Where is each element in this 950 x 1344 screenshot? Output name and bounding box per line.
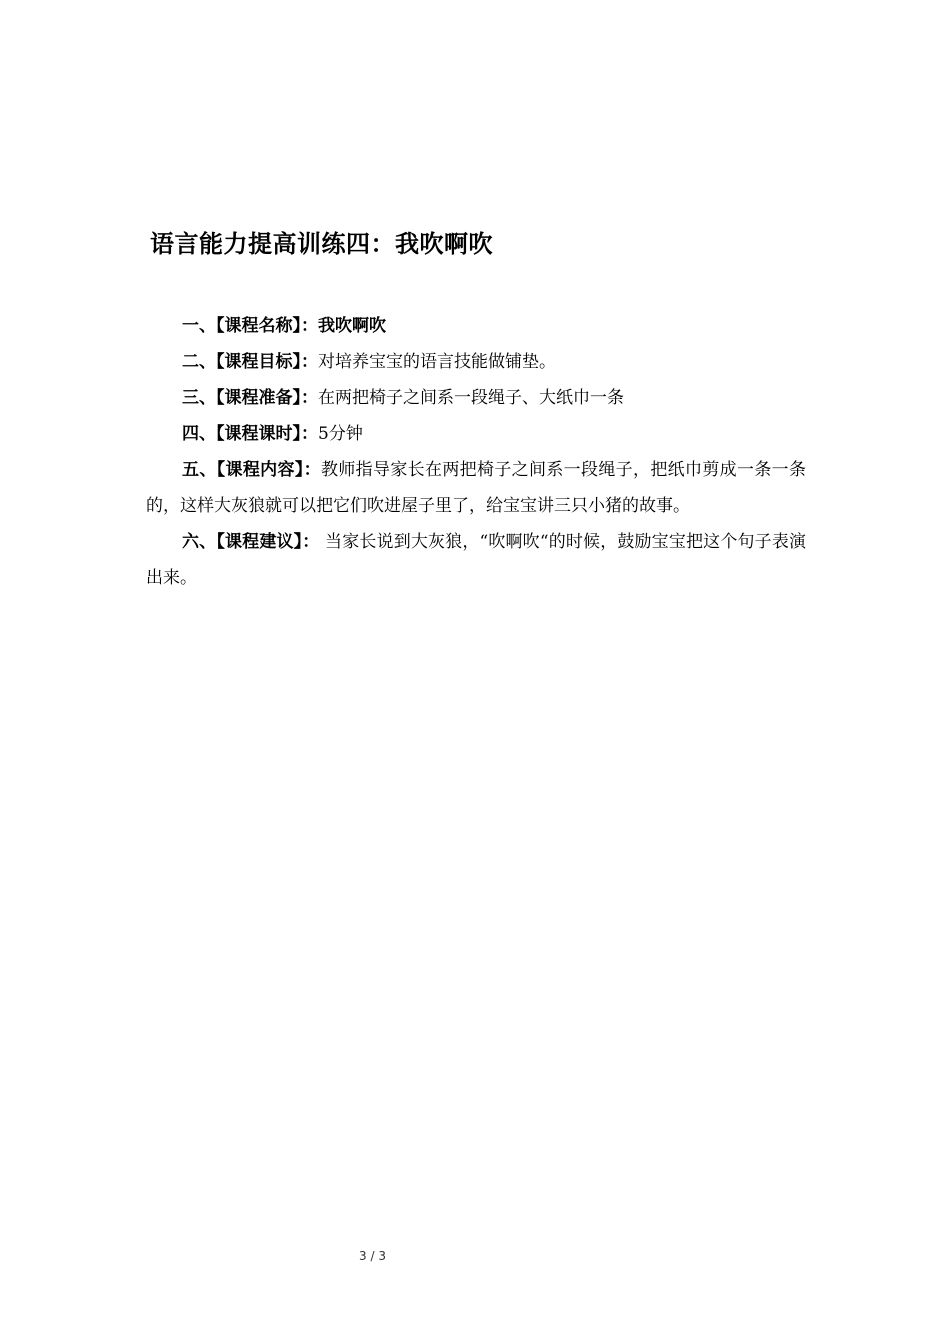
section-course-name bbox=[146, 308, 806, 344]
section-text: 对培养宝宝的语言技能做铺垫。 bbox=[318, 352, 556, 372]
section-label: 二、【课程目标】： bbox=[182, 352, 318, 372]
section-course-goal bbox=[146, 344, 806, 380]
section-text: 教师指导家长在两把椅子之间系一段绳子，把纸巾剪成一条一条的，这样大灰狼就可以把它们吹进屋子里了，给宝宝讲三只小猪的故事。 bbox=[146, 460, 806, 516]
section-label: 一、【课程名称】： bbox=[182, 316, 318, 336]
section-course-preparation bbox=[146, 380, 806, 416]
page-title: 语言能力提高训练四：我吹啊吹 bbox=[150, 230, 493, 258]
section-label: 四、【课程课时】： bbox=[182, 424, 318, 444]
section-text: 当家长说到大灰狼，“吹啊吹“的时候，鼓励宝宝把这个句子表演出来。 bbox=[146, 532, 806, 588]
document-body bbox=[146, 308, 806, 596]
section-course-suggestion bbox=[146, 524, 806, 596]
section-text: 5分钟 bbox=[318, 424, 363, 444]
section-label: 五、【课程内容】： bbox=[182, 460, 321, 480]
section-label: 三、【课程准备】： bbox=[182, 388, 318, 408]
section-text: 在两把椅子之间系一段绳子、大纸巾一条 bbox=[318, 388, 624, 408]
section-label: 六、【课程建议】： bbox=[182, 532, 320, 552]
section-course-content bbox=[146, 452, 806, 524]
section-text: 我吹啊吹 bbox=[318, 316, 386, 336]
section-course-duration bbox=[146, 416, 806, 452]
page-number: 3 / 3 bbox=[359, 1249, 386, 1263]
